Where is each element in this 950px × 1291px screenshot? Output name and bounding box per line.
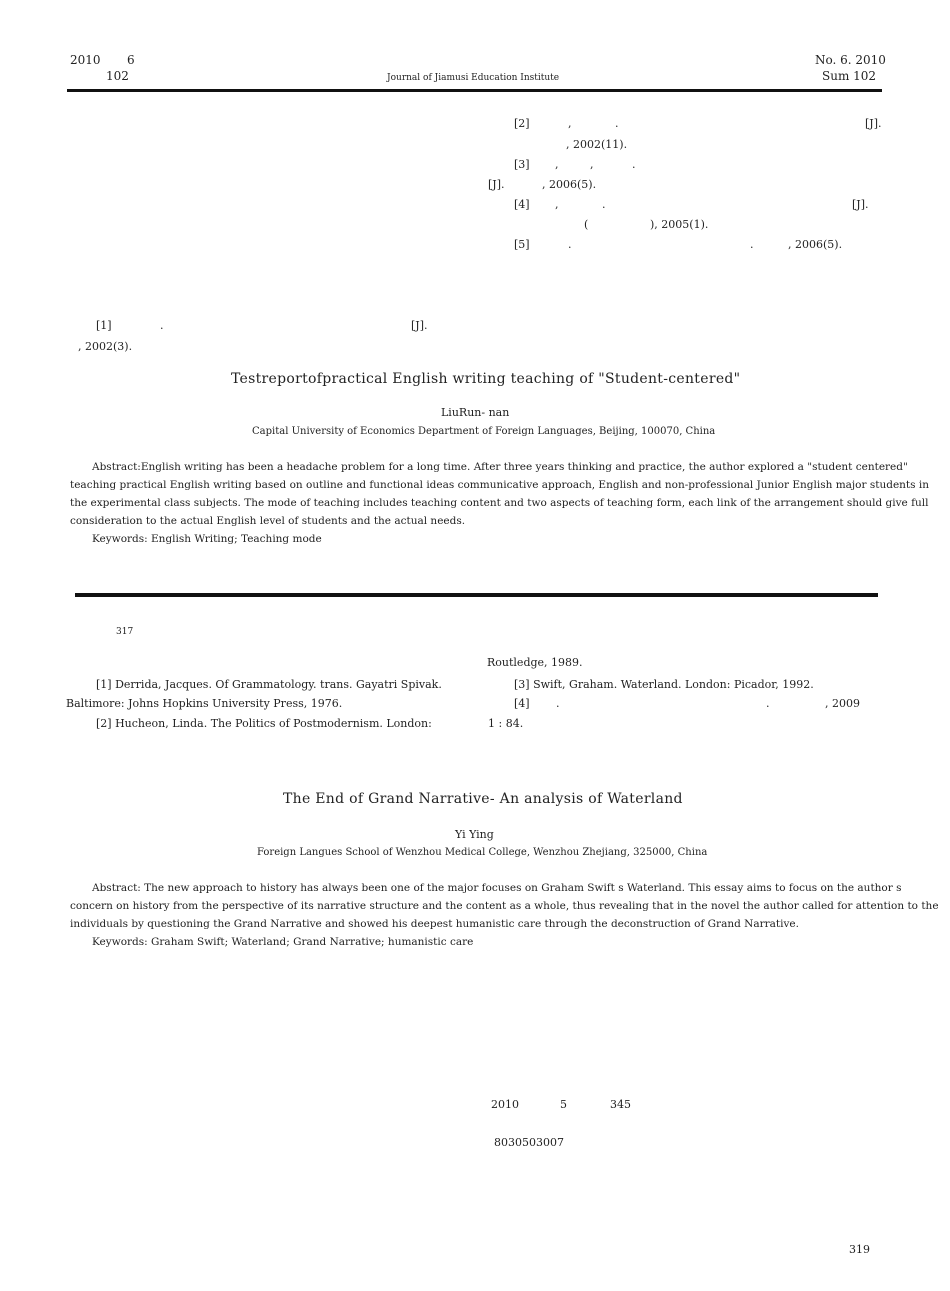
ref-punct: . [602,198,606,211]
footnote-code: 8030503007 [494,1136,564,1149]
article-keywords: Keywords: Graham Swift; Waterland; Grand Narrative; humanistic care [92,936,474,948]
ref-number: [4] [514,697,530,710]
ref-punct: . [766,697,770,710]
header-sum: 102 [106,69,129,83]
article-author: Yi Ying [455,828,494,841]
article-abstract [70,879,939,951]
article-title: The End of Grand Narrative- An analysis of Waterland [283,791,683,807]
ref-punct: , [568,117,572,130]
ref-punct: . [568,238,572,251]
ref-punct: , [555,158,559,171]
header-issue: 6 [127,53,135,67]
ref-punct: . [632,158,636,171]
ref-number: [4] [514,198,530,211]
abstract-line: Abstract: The new approach to history has always been one of the major focuses on Graham Swift s Waterland. This essay aims to focus on the author s [92,882,902,894]
ref-number: [2] [514,117,530,130]
footnote-year: 2010 [491,1098,519,1111]
article-title: Testreportofpractical English writing teaching of "Student-centered" [231,371,741,387]
abstract-line: consideration to the actual English level of students and the actual needs. [70,515,466,527]
ref-entry: [3] Swift, Graham. Waterland. London: Picador, 1992. [514,678,814,691]
section-divider [75,593,878,597]
ref-punct: . [750,238,754,251]
page-number: 319 [849,1243,870,1256]
ref-type-tag: [J]. [865,117,882,130]
ref-punct: , [555,198,559,211]
footnote-day: 345 [610,1098,631,1111]
abstract-line: Abstract:English writing has been a headache problem for a long time. After three years thinking and practice, the author explored a "student centered" [92,461,908,473]
header-year: 2010 [70,53,101,67]
article-keywords: Keywords: English Writing; Teaching mode [92,533,322,545]
ref-punct: ( [584,218,589,231]
article-affiliation: Foreign Langues School of Wenzhou Medical College, Wenzhou Zhejiang, 325000, China [257,847,708,858]
ref-punct: . [556,697,560,710]
ref-type-tag: [J]. [852,198,869,211]
header-rule [67,89,882,92]
ref-entry: [2] Hucheon, Linda. The Politics of Postmodernism. London: [96,717,432,730]
ref-type-tag: [J]. [411,319,428,332]
ref-type-tag: [J]. [488,178,505,191]
ref-punct: , [590,158,594,171]
ref-year: , 2002(11). [566,138,628,151]
footnote-month: 5 [560,1098,567,1111]
ref-entry: Baltimore: Johns Hopkins University Press, 1976. [66,697,343,710]
article-affiliation: Capital University of Economics Department of Foreign Languages, Beijing, 100070, China [252,426,716,437]
ref-year: , 2002(3). [78,340,133,353]
journal-name: Journal of Jiamusi Education Institute [387,73,560,83]
ref-entry: [1] Derrida, Jacques. Of Grammatology. trans. Gayatri Spivak. [96,678,442,691]
abstract-line: teaching practical English writing based on outline and functional ideas communicative approach, English and non-professional Junior English major students in [70,479,929,491]
abstract-line: the experimental class subjects. The mode of teaching includes teaching content and two aspects of teaching form, each link of the arrangement should give full [70,497,929,509]
ref-year: , 2009 [825,697,860,710]
ref-number: [1] [96,319,112,332]
page-reference: 317 [116,627,134,637]
ref-punct: . [160,319,164,332]
ref-year: , 2006(5). [542,178,597,191]
abstract-line: concern on history from the perspective of its narrative structure and the content as a whole, thus revealing that in the novel the author called for attention to the [70,900,939,912]
ref-entry: 1 : 84. [488,717,524,730]
ref-entry: Routledge, 1989. [487,656,583,669]
article-author: LiuRun- nan [441,406,510,419]
article-abstract [70,458,929,548]
ref-punct: . [615,117,619,130]
ref-year: ), 2005(1). [650,218,709,231]
header-right-sum: Sum 102 [822,69,877,83]
ref-number: [3] [514,158,530,171]
ref-number: [5] [514,238,530,251]
ref-year: , 2006(5). [788,238,843,251]
abstract-line: individuals by questioning the Grand Narrative and showed his deepest humanistic care through the deconstruction of Grand Narrative. [70,918,799,930]
header-right-issue: No. 6. 2010 [815,53,886,67]
